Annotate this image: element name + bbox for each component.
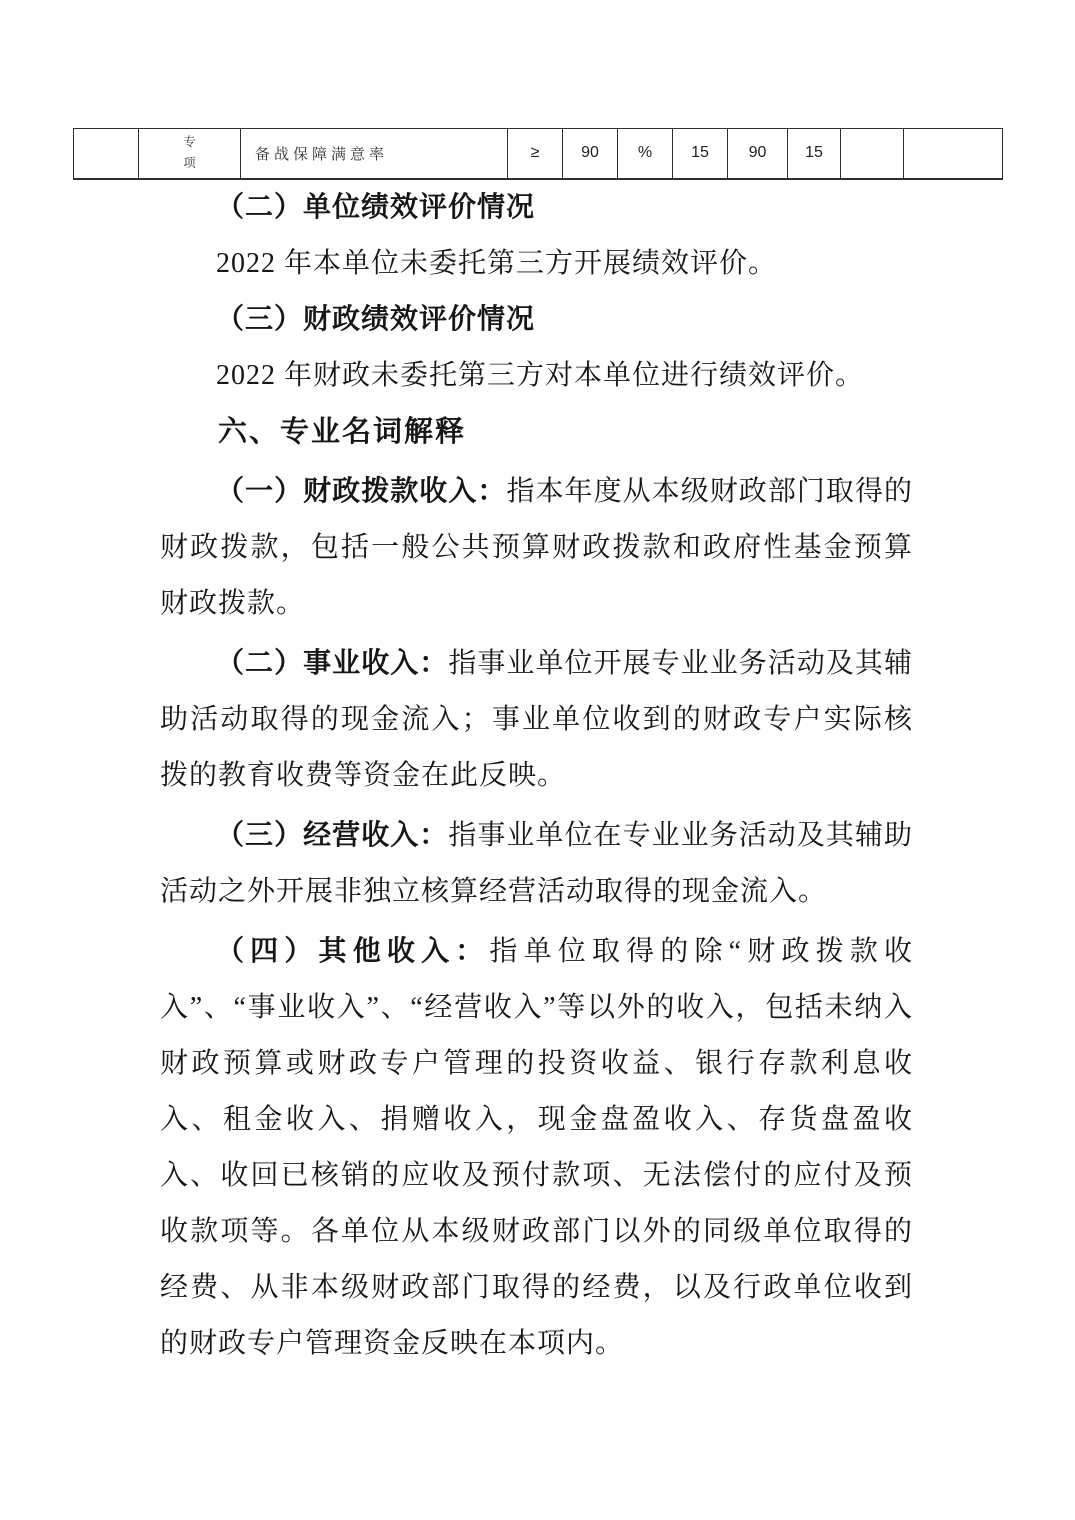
paragraph-term-other-income [160, 924, 913, 1372]
cell-target-value: 90 [563, 129, 618, 179]
term-lead-other-income: （四）其他收入： [216, 936, 490, 967]
term-body-other-income: 指单位取得的除“财政拨款收入”、“事业收入”、“经营收入”等以外的收入，包括未纳入财政预算或财政专户管理的投资收益、银行存款利息收入、租金收入、捐赠收入，现金盘盈收入、存货盘盈收入、收回已核销的应收及预付款项、无法偿付的应付及预收款项等。各单位从本级财政部门以外的同级单位取得的经费、从非本级财政部门取得的经费，以及行政单位收到的财政专户管理资金反映在本项内。 [160, 936, 913, 1359]
table-row [74, 129, 1003, 179]
cell-blank-left [74, 129, 139, 179]
cell-blank-right-2 [904, 129, 1003, 179]
cell-indicator-category [139, 129, 241, 179]
heading-fiscal-performance-evaluation: （三）财政绩效评价情况 [216, 304, 536, 335]
paragraph-unit-performance-evaluation: 2022 年本单位未委托第三方开展绩效评价。 [216, 248, 778, 279]
term-lead-business-income: （三）经营收入： [216, 820, 449, 851]
paragraph-fiscal-performance-evaluation: 2022 年财政未委托第三方对本单位进行绩效评价。 [216, 360, 865, 391]
cell-actual-value: 90 [728, 129, 788, 179]
paragraph-term-fiscal-appropriation-income [160, 464, 913, 632]
term-body-operational-income: 指事业单位开展专业业务活动及其辅助活动取得的现金流入；事业单位收到的财政专户实际核拨的教育收费等资金在此反映。 [160, 648, 913, 791]
term-body-fiscal-appropriation-income: 指本年度从本级财政部门取得的财政拨款，包括一般公共预算财政拨款和政府性基金预算财政拨款。 [160, 476, 913, 619]
paragraph-term-business-income [160, 808, 913, 920]
document-body [160, 180, 913, 1372]
cell-weight: 15 [673, 129, 728, 179]
cell-comparator: ≥ [508, 129, 563, 179]
heading-terminology-section: 六、专业名词解释 [218, 416, 467, 448]
cell-unit: % [618, 129, 673, 179]
term-lead-fiscal-appropriation-income: （一）财政拨款收入： [216, 476, 507, 507]
performance-indicator-table [73, 128, 1003, 180]
paragraph-term-operational-income [160, 636, 913, 804]
cell-blank-right-1 [841, 129, 904, 179]
term-body-business-income: 指事业单位在专业业务活动及其辅助活动之外开展非独立核算经营活动取得的现金流入。 [160, 820, 913, 907]
cell-indicator-name: 备战保障满意率 [241, 129, 508, 179]
indicator-category-label: 专项 [183, 135, 196, 171]
heading-unit-performance-evaluation: （二）单位绩效评价情况 [216, 192, 536, 223]
cell-score: 15 [788, 129, 841, 179]
term-lead-operational-income: （二）事业收入： [216, 648, 449, 679]
